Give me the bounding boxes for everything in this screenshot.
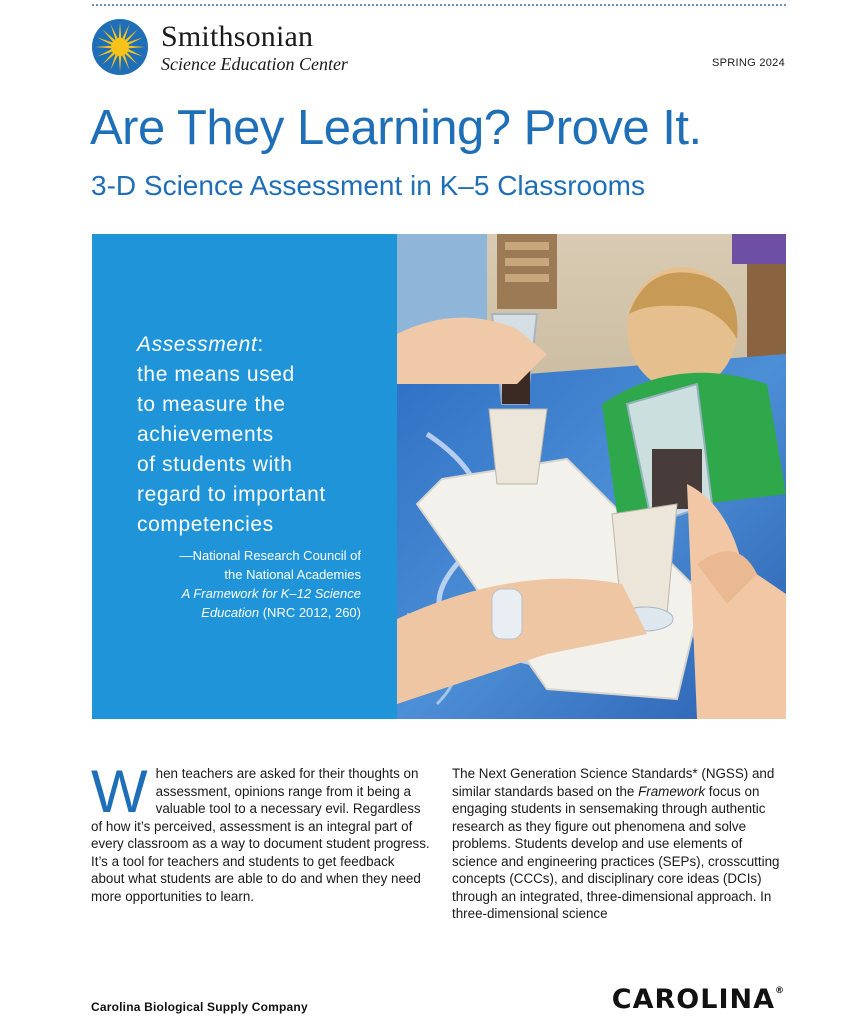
drop-cap: W xyxy=(91,758,148,825)
body-paragraph-part: The Next Generation Science Standards* (NGSS) and similar standards based on the xyxy=(452,766,775,799)
quote-line: the means used xyxy=(137,363,295,386)
page-title: Are They Learning? Prove It. xyxy=(90,101,702,155)
attribution-citation: (NRC 2012, 260) xyxy=(259,605,361,620)
carolina-logo xyxy=(612,984,785,1015)
definition-quote xyxy=(137,330,387,540)
top-dotted-rule xyxy=(92,4,786,6)
org-name: Smithsonian xyxy=(161,20,314,53)
attribution-title: A Framework for K–12 Science xyxy=(181,586,361,601)
attribution-title: Education xyxy=(201,605,260,620)
quote-line: to measure the xyxy=(137,393,286,416)
body-column-left xyxy=(91,758,431,905)
page-subtitle: 3-D Science Assessment in K–5 Classrooms xyxy=(91,170,645,201)
org-subtitle: Science Education Center xyxy=(161,54,348,74)
issue-date: SPRING 2024 xyxy=(711,57,785,69)
brand-wordmark: CAROLINA xyxy=(611,984,775,1015)
quote-line: regard to important xyxy=(137,483,326,506)
quote-term: Assessment xyxy=(137,333,258,356)
definition-quote-panel xyxy=(92,234,397,719)
body-column-right xyxy=(452,765,787,923)
body-italic-term: Framework xyxy=(638,783,706,799)
attribution-line: the National Academies xyxy=(224,567,361,582)
body-paragraph: hen teachers are asked for their thoughts on assessment, opinions range from it being a valuable tool to a necessary evil. Regardless of how it’s perceived, assessment is an integral part of every classroom as a way to document student progress. It’s a tool for teachers and students to get feedback about what students are able to do and when they need more opportunities to learn. xyxy=(91,766,430,904)
quote-line: achievements xyxy=(137,423,274,446)
footer-company: Carolina Biological Supply Company xyxy=(91,1000,308,1014)
smithsonian-logo xyxy=(91,18,391,78)
classroom-photo xyxy=(397,234,786,719)
quote-line: competencies xyxy=(137,513,274,536)
students-experiment-illustration xyxy=(397,234,786,719)
body-paragraph-part: focus on engaging students in sensemaking through authentic research as they figure out phenomena and solve problems. Students develop and use elements of science and engineering practices (SEPs), crosscutting concepts (CCCs), and disciplinary core ideas (DCIs) through an integrated, three-dimensional approach. In three-dimensional science xyxy=(452,783,780,921)
quote-line: of students with xyxy=(137,453,293,476)
quote-colon: : xyxy=(257,333,264,356)
quote-attribution xyxy=(101,546,361,622)
attribution-line: —National Research Council of xyxy=(179,548,361,563)
registered-mark: ® xyxy=(775,986,785,996)
sunburst-logo-icon xyxy=(91,18,149,76)
